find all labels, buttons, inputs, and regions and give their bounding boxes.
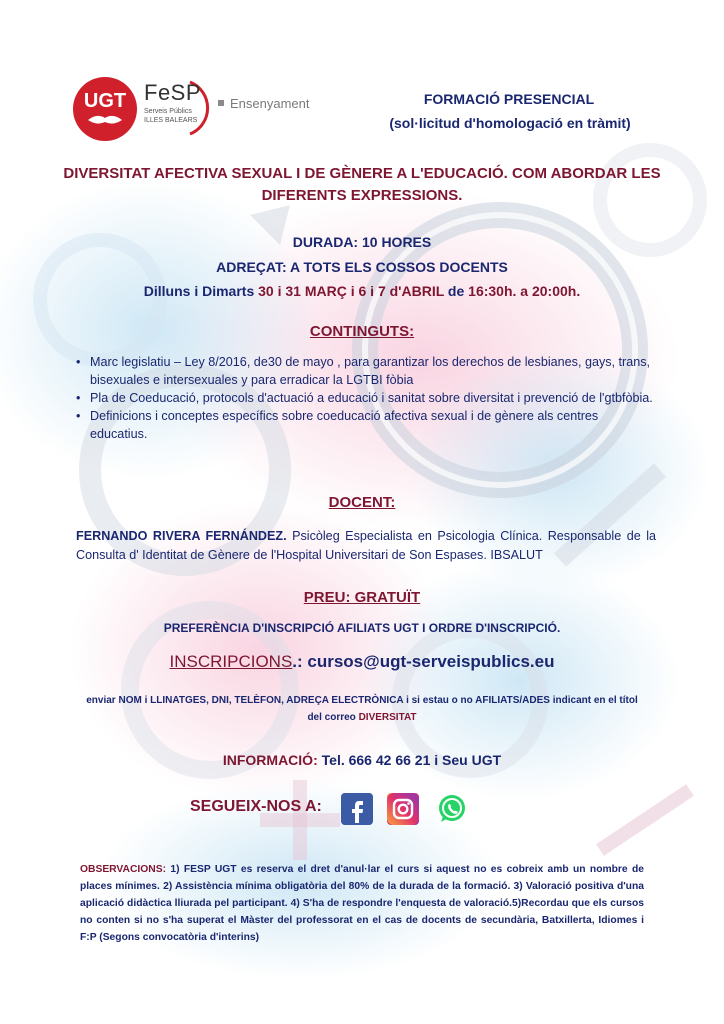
- list-item: • Definicions i conceptes específics sobre coeducació afectiva sexual i de gènere als centres educatius.: [76, 407, 656, 443]
- fesp-logo-subtitle: Serveis Públics: [144, 108, 192, 115]
- bullet-square-icon: [218, 100, 224, 106]
- observations-text: 1) FESP UGT es reserva el dret d'anul·lar el curs si aquest no es cobreix amb un nombre de places mínimes. 2) Assistència mínima obligatòria del 80% de la durada de la formació. 3) Valoració positiva d'una aplicació didàctica lliurada pel participant. 4) S'ha de respondre l'enquesta de valoració.5)Recordau que els cursos no conten si no s'ha superat el Màster del professorat en el cas de docents de secundària, Batxillerta, Idiomes i F:P (Segons convocatòria d'interins): [80, 864, 644, 943]
- list-item: • Marc legislatiu – Ley 8/2016, de30 de mayo , para garantizar los derechos de lesbianes, gays, trans, bisexuales e intersexuales y para erradicar la LGTBI fòbia: [76, 353, 656, 389]
- price: PREU: GRATUÏT: [303, 589, 421, 606]
- schedule-time: 16:30h. a 20:00h.: [468, 283, 581, 299]
- observations-label: OBSERVACIONS:: [80, 864, 167, 875]
- course-audience: ADREÇAT: A TOTS ELS COSSOS DOCENTS: [216, 259, 508, 275]
- registration-preference: PREFERÈNCIA D'INSCRIPCIÓ AFILIATS UGT I ORDRE D'INSCRIPCIÓ.: [163, 621, 561, 635]
- teacher-description: Psicòleg Especialista en Psicologia Clínica. Responsable de la Consulta d' Identitat de Gènere de l'Hospital Universitari de Son Espases. IBSALUT: [76, 529, 656, 562]
- registration-instructions: [80, 692, 644, 726]
- fesp-logo-title: FeSP: [144, 80, 202, 105]
- fesp-logo-region: ILLES BALEARS: [144, 117, 198, 124]
- format-subtitle: (sol·licitud d'homologació en tràmit): [389, 115, 631, 131]
- info-line: [0, 752, 724, 768]
- registration-email-link[interactable]: cursos@ugt-serveispublics.eu: [307, 652, 555, 671]
- contents-list: [76, 353, 656, 443]
- schedule-dates: 30 i 31 MARÇ i 6 i 7 d'ABRIL: [258, 283, 445, 299]
- schedule-days: Dilluns i Dimarts: [143, 283, 255, 299]
- ugt-logo-text: UGT: [83, 90, 127, 112]
- registration-line: [0, 652, 724, 672]
- whatsapp-icon[interactable]: [436, 793, 468, 825]
- teacher-heading: DOCENT:: [328, 494, 396, 511]
- registration-separator: .:: [292, 652, 308, 671]
- ugt-logo: [72, 76, 138, 142]
- instagram-icon[interactable]: [387, 793, 419, 825]
- follow-us-label: SEGUEIX-NOS A:: [190, 798, 322, 815]
- facebook-icon[interactable]: [341, 793, 373, 825]
- instructions-text: enviar NOM i LLINATGES, DNI, TELÈFON, ADREÇA ELECTRÒNICA i si estau o no AFILIATS/ADES indicant en el títol del correo: [86, 695, 638, 723]
- info-label: INFORMACIÓ:: [222, 752, 318, 768]
- format-title: FORMACIÓ PRESENCIAL: [423, 91, 595, 107]
- observations: [80, 861, 644, 946]
- course-duration: DURADA: 10 HORES: [292, 234, 432, 250]
- info-phone: Tel. 666 42 66 21 i Seu UGT: [321, 752, 502, 768]
- course-schedule: [0, 283, 724, 299]
- course-title: DIVERSITAT AFECTIVA SEXUAL I DE GÈNERE A L'EDUCACIÓ. COM ABORDAR LES DIFERENTS EXPRESSIONS.: [63, 165, 661, 204]
- contents-heading: CONTINGUTS:: [309, 323, 415, 340]
- schedule-de: de: [447, 283, 465, 299]
- department-label: Ensenyament: [230, 96, 310, 111]
- teacher-name: FERNANDO RIVERA FERNÁNDEZ.: [76, 529, 287, 543]
- list-item: • Pla de Coeducació, protocols d'actuació a educació i sanitat sobre diversitat i prevenció de l'gtbfòbia.: [76, 389, 656, 407]
- teacher-info: [76, 527, 656, 565]
- instructions-subject: DIVERSITAT: [358, 712, 417, 723]
- registration-label: INSCRIPCIONS: [169, 652, 293, 671]
